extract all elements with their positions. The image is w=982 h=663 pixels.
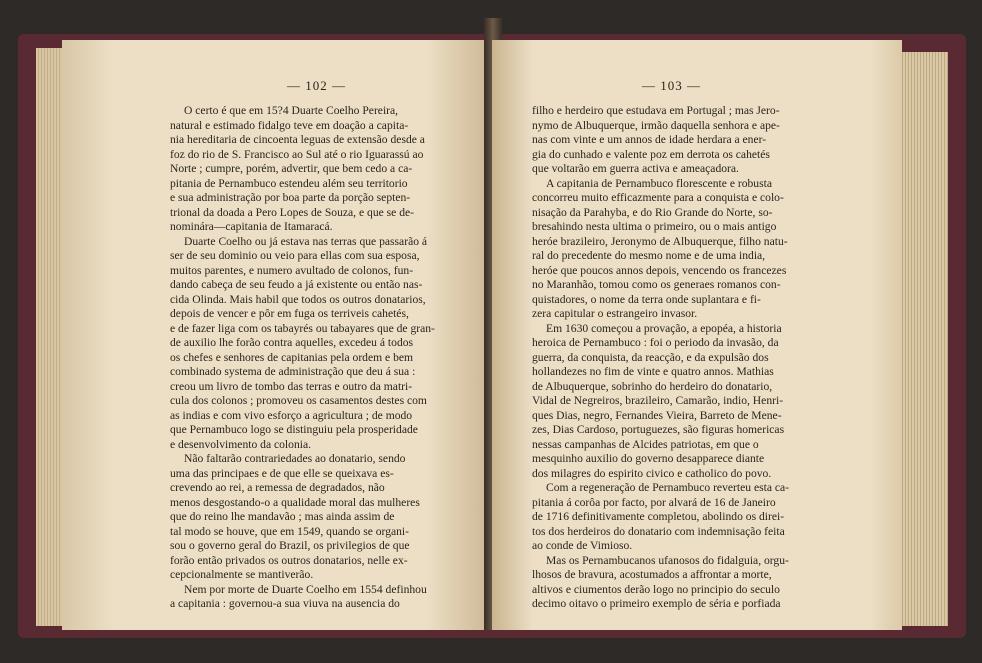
text-line: pitania á corôa por facto, por alvará de 16 de Janeiro xyxy=(532,495,776,509)
text-line: depois de vencer e pôr em fuga os terriveis cahetés, xyxy=(170,307,409,320)
text-line: quistadores, o nome da terra onde suplantara e fi- xyxy=(532,292,761,306)
text-line: Duarte Coelho ou já estava nas terras que passarão á xyxy=(184,234,428,248)
text-line: Norte ; cumpre, porém, advertir, que bem cedo a ca- xyxy=(170,162,413,175)
text-line: guerra, da conquista, da reacção, e da expulsão dos xyxy=(532,350,769,364)
text-line: uma das principaes e de que elle se queixava es- xyxy=(170,466,394,480)
text-line: combinado systema de administração que deu á sua : xyxy=(170,365,416,378)
right-page-text xyxy=(532,104,880,612)
right-page xyxy=(492,40,902,630)
text-line: bresahindo nesta ultima o primeiro, ou o mais antigo xyxy=(532,220,777,233)
text-line: sou o governo geral do Brazil, os privilegios de que xyxy=(170,539,410,552)
text-line: creou um livro de tombo das terras e outro da matri- xyxy=(170,379,413,393)
text-line: heróe brazileiro, Jeronymo de Albuquerque, filho natu- xyxy=(532,234,788,248)
text-line: e sua administração por boa parte da porção septen- xyxy=(170,191,411,204)
text-line: A capitania de Pernambuco florescente e robusta xyxy=(546,176,772,190)
text-line: Nem por morte de Duarte Coelho em 1554 definhou xyxy=(184,582,427,596)
text-line: tos dos herdeiros do donatario com indemnisação feita xyxy=(532,524,785,538)
text-line: decimo oitavo o primeiro exemplo de séria e porfiada xyxy=(532,597,781,610)
text-line: lhosos de bravura, acostumados a affrontar a morte, xyxy=(532,568,772,581)
text-line: mesquinho auxilio do governo desapparece diante xyxy=(532,452,765,465)
text-line: que do reino lhe mandavão ; mas ainda assim de xyxy=(170,510,395,523)
text-line: muitos parentes, e numero avultado de colonos, fun- xyxy=(170,263,414,277)
text-line: menos desgostando-o a qualidade moral das mulheres xyxy=(170,495,420,509)
text-line: hollandezes no fim de vinte e quatro annos. Mathias xyxy=(532,365,774,378)
text-line: nymo de Albuquerque, irmão daquella senhora e ape- xyxy=(532,118,780,132)
text-line: cida Olinda. Mais habil que todos os outros donatarios, xyxy=(170,292,426,306)
text-line: no Maranhão, tomou como os generaes romanos con- xyxy=(532,278,781,291)
text-line: forão então privados os outros donatarios, nelle ex- xyxy=(170,553,408,567)
text-line: as indias e com vivo esforço a agricultura ; de modo xyxy=(170,408,413,422)
left-page xyxy=(62,40,490,630)
text-line: ral do precedente do mesmo nome e de uma india, xyxy=(532,249,766,262)
text-line: Em 1630 começou a provação, a epopéa, a historia xyxy=(546,321,782,335)
page-edges-right xyxy=(900,52,948,626)
text-line: ser de seu dominio ou veio para ellas com sua esposa, xyxy=(170,249,420,262)
text-line: de Albuquerque, sobrinho do herdeiro do donatario, xyxy=(532,379,773,393)
text-line: de 1716 definitivamente completou, abolindo os direi- xyxy=(532,510,785,523)
text-line: que Pernambuco logo se distinguiu pela prosperidade xyxy=(170,423,418,436)
text-line: os chefes e senhores de capitanias pela ordem e bem xyxy=(170,350,414,364)
text-line: gia do cunhado e valente poz em derrota os cahetés xyxy=(532,147,770,161)
text-line: nessas campanhas de Alcides patriotas, em que o xyxy=(532,437,759,451)
text-line: ques Dias, negro, Fernandes Vieira, Barreto de Mene- xyxy=(532,408,782,422)
text-line: natural e estimado fidalgo teve em doação a capita- xyxy=(170,118,409,132)
text-line: dos milagres do espirito civico e catholico do povo. xyxy=(532,466,772,480)
text-line: Vidal de Negreiros, brazileiro, Camarão, indio, Henri- xyxy=(532,394,784,407)
text-line: zera capitular o estrangeiro invasor. xyxy=(532,307,698,320)
text-line: O certo é que em 15?4 Duarte Coelho Pereira, xyxy=(184,104,399,117)
text-line: crevendo ao rei, a remessa de degradados, não xyxy=(170,481,385,494)
text-line: heróe que poucos annos depois, vencendo os francezes xyxy=(532,263,787,277)
text-line: nisação da Parahyba, e do Rio Grande do Norte, so- xyxy=(532,205,773,219)
text-line: pitania de Pernambuco estendeu além seu territorio xyxy=(170,176,408,190)
text-line: concorreu muito efficazmente para a conquista e colo- xyxy=(532,191,784,204)
text-line: cula dos colonos ; promoveu os casamentos destes com xyxy=(170,394,427,407)
text-line: altivos e ciumentos derão logo no principio do seculo xyxy=(532,582,780,596)
text-line: cepcionalmente se mantiverão. xyxy=(170,568,314,581)
text-line: zes, Dias Cardoso, portuguezes, são figuras homericas xyxy=(532,423,785,436)
text-line: e desenvolvimento da colonia. xyxy=(170,437,312,451)
text-line: e de fazer liga com os tabayrés ou tabayares que de gran- xyxy=(170,321,435,335)
text-line: tal modo se houve, que em 1549, quando se organi- xyxy=(170,524,410,538)
text-line: Não faltarão contrariedades ao donatario, sendo xyxy=(184,452,406,465)
text-line: nas com vinte e um annos de idade herdara a ener- xyxy=(532,133,767,146)
page-number-right: — 103 — xyxy=(642,78,701,93)
text-line: Mas os Pernambucanos ufanosos do fidalguia, orgu- xyxy=(546,553,789,567)
text-line: filho e herdeiro que estudava em Portugal ; mas Jero- xyxy=(532,104,780,117)
text-line: foz do rio de S. Francisco ao Sul até o rio Iguarassú ao xyxy=(170,147,424,161)
text-line: trional da doada a Pero Lopes de Souza, e que se de- xyxy=(170,205,415,219)
left-page-text xyxy=(170,104,460,612)
text-line: heroica de Pernambuco : foi o periodo da invasão, da xyxy=(532,336,779,349)
text-line: nia hereditaria de cincoenta leguas de extensão desde a xyxy=(170,133,425,146)
text-line: nominára—capitania de Itamaracá. xyxy=(170,220,333,233)
text-line: dando cabeça de seu feudo a já existente ou então nas- xyxy=(170,278,423,291)
text-line: Com a regeneração de Pernambuco reverteu esta ca- xyxy=(546,481,790,494)
page-number-left: — 102 — xyxy=(287,78,346,93)
text-line: a capitania : governou-a sua viuva na ausencia do xyxy=(170,597,400,610)
text-line: que voltarão em guerra activa e ameaçadora. xyxy=(532,162,739,175)
text-line: ao conde de Vimioso. xyxy=(532,539,633,552)
text-line: de auxilio lhe forão contra aquelles, excedeu á todos xyxy=(170,336,414,349)
